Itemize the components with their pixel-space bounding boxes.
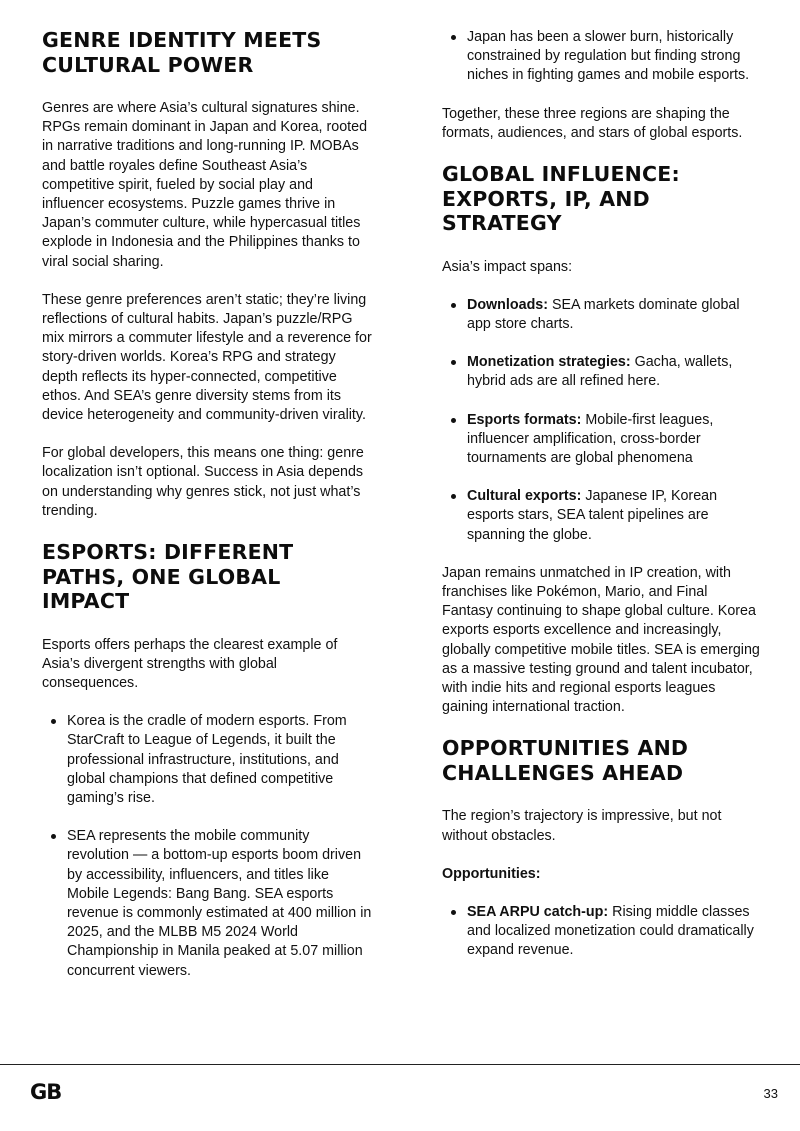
esports-bullet-list [42,712,374,981]
opportunities-sub-label [442,865,762,884]
bullet-label: SEA ARPU catch-up: [467,903,609,920]
right-column [442,28,762,980]
genre-heading: GENRE IDENTITY MEETS CULTURAL POWER [42,28,322,77]
genre-paragraph-1: Genres are where Asia’s cultural signatures shine. RPGs remain dominant in Japan and Korea, rooted in narrative traditions and long-running IP. MOBAs and battle royales define Southeast Asia’s competitive spirit, fueled by social play and influencer ecosystems. Puzzle games thrive in Japan’s commuter culture, while hypercasual titles explode in Indonesia and the Philippines thanks to viral social sharing. [42,100,368,270]
list-item [467,903,762,961]
bullet-text: Mobile-first leagues, influencer amplification, cross-border tournaments are global phenomena [467,411,714,466]
esports-section [42,540,374,981]
list-item [467,411,762,469]
left-column [42,28,374,1000]
bullet-label: Cultural exports: [467,488,582,505]
bullet-label: Monetization strategies: [467,354,631,371]
list-item [467,353,762,391]
page-number: 33 [763,1086,778,1101]
bullet-text: Japanese IP, Korean esports stars, SEA talent pipelines are spanning the globe. [467,488,718,543]
bullet-label: Esports formats: [467,411,582,428]
esports-bullet-list-continued [442,28,762,86]
genre-paragraph-3: For global developers, this means one thing: genre localization isn’t optional. Success in Asia depends on understanding why genres stick, not just what’s trending. [42,445,364,519]
sub-label-text: Opportunities: [442,865,541,882]
bullet-text: Rising middle classes and localized monetization could dramatically expand revenue. [467,903,754,959]
global-influence-section [442,162,762,717]
list-item: Japan has been a slower burn, historically constrained by regulation but finding strong niches in fighting games and mobile esports. [467,28,762,86]
esports-heading: ESPORTS: DIFFERENT PATHS, ONE GLOBAL IMPACT [42,540,294,614]
esports-closing: Together, these three regions are shaping the formats, audiences, and stars of global esports. [442,105,743,141]
footer-logo: GB [30,1080,62,1104]
global-influence-heading: GLOBAL INFLUENCE: EXPORTS, IP, AND STRATEGY [442,162,680,236]
list-item: Korea is the cradle of modern esports. From StarCraft to League of Legends, it built the professional infrastructure, institutions, and global champions that defined competitive gaming’s rise. [67,712,374,808]
bullet-label: Downloads: [467,296,549,313]
esports-intro: Esports offers perhaps the clearest example of Asia’s divergent strengths with global consequences. [42,636,338,691]
global-influence-bullet-list [442,296,762,545]
genre-paragraph-2: These genre preferences aren’t static; they’re living reflections of cultural habits. Japan’s puzzle/RPG mix mirrors a commuter lifestyle and a reverence for story-driven worlds. Korea’s RPG and strategy depth reflects its hyper-connected, competitive ethos. And SEA’s genre diversity stems from its device heterogeneity and community-driven virality. [42,291,372,424]
esports-continued [442,28,762,143]
opportunities-intro: The region’s trajectory is impressive, but not without obstacles. [442,808,722,844]
bullet-text: SEA markets dominate global app store charts. [467,296,740,332]
list-item: SEA represents the mobile community revolution — a bottom-up esports boom driven by accessibility, influencers, and titles like Mobile Legends: Bang Bang. SEA esports revenue is commonly estimated at 400 million in 2025, and the MLBB M5 2024 World Championship in Manila peaked at 5.07 million concurrent viewers. [67,827,374,981]
opportunities-heading: OPPORTUNITIES AND CHALLENGES AHEAD [442,736,689,785]
bullet-text: Gacha, wallets, hybrid ads are all refined here. [467,354,733,390]
genre-section [42,28,374,521]
list-item [467,487,762,545]
opportunities-section [442,736,762,960]
global-influence-intro: Asia’s impact spans: [442,258,573,275]
global-influence-closing: Japan remains unmatched in IP creation, with franchises like Pokémon, Mario, and Final Fantasy continuing to shape global culture. Korea exports esports excellence and increasingly, globally competitive mobile titles. SEA is emerging as a massive testing ground and talent incubator, with indie hits and regional esports leagues gaining international traction. [442,564,760,716]
opportunities-bullet-list [442,903,762,961]
footer-divider [0,1064,800,1065]
list-item [467,296,762,334]
